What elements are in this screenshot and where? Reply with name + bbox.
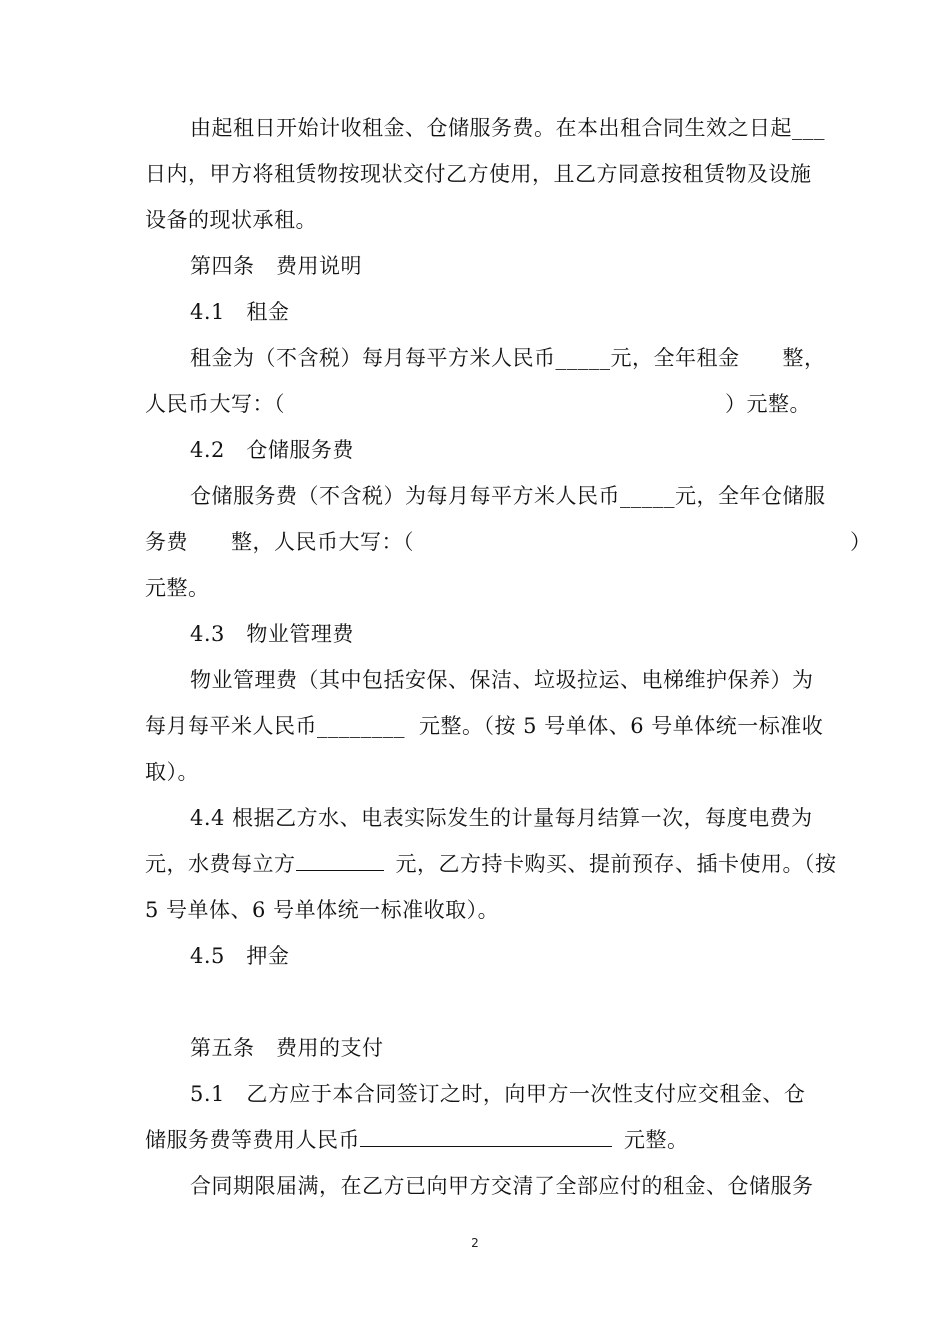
text-line: 设备的现状承租。 (145, 208, 317, 232)
section-4-4-text: 4.4 根据乙方水、电表实际发生的计量每月结算一次，每度电费为 (190, 806, 813, 830)
text-line: 日内，甲方将租赁物按现状交付乙方使用，且乙方同意按租赁物及设施 (145, 162, 812, 186)
text-line: 元整。 (145, 576, 210, 600)
text-line: 物业管理费（其中包括安保、保洁、垃圾拉运、电梯维护保养）为 (190, 668, 814, 692)
section-5-1-text: 5.1 乙方应于本合同签订之时，向甲方一次性支付应交租金、仓 (190, 1082, 806, 1106)
section-4-3-heading: 4.3 物业管理费 (190, 622, 354, 646)
section-4-2-heading: 4.2 仓储服务费 (190, 438, 354, 462)
text-line: 由起租日开始计收租金、仓储服务费。在本出租合同生效之日起___ (190, 116, 825, 140)
text-line: 元，水费每立方 元，乙方持卡购买、提前预存、插卡使用。（按 (145, 852, 837, 876)
text-line: 仓储服务费（不含税）为每月每平方米人民币_____元，全年仓储服 (190, 484, 826, 508)
text-line: 每月每平米人民币________ 元整。（按 5 号单体、6 号单体统一标准收 (145, 714, 824, 738)
article-5-heading: 第五条 费用的支付 (190, 1036, 384, 1060)
blank-field: ___ (792, 116, 825, 140)
page-number: 2 (471, 1236, 479, 1250)
blank-underline (296, 852, 384, 871)
text-line: 储服务费等费用人民币 元整。 (145, 1128, 689, 1152)
section-4-5-heading: 4.5 押金 (190, 944, 290, 968)
text-line: 5 号单体、6 号单体统一标准收取）。 (145, 898, 500, 922)
text-line: 人民币大写：（ ）元整。 (145, 392, 811, 416)
blank-underline (360, 1128, 612, 1147)
text-line: 合同期限届满，在乙方已向甲方交清了全部应付的租金、仓储服务 (190, 1174, 814, 1198)
article-4-heading: 第四条 费用说明 (190, 254, 362, 278)
section-4-1-heading: 4.1 租金 (190, 300, 290, 324)
text-line: 租金为（不含税）每月每平方米人民币_____元，全年租金 整， (190, 346, 826, 370)
text-line: 取）。 (145, 760, 199, 784)
text-line: 务费 整，人民币大写：（ ） (145, 530, 872, 554)
